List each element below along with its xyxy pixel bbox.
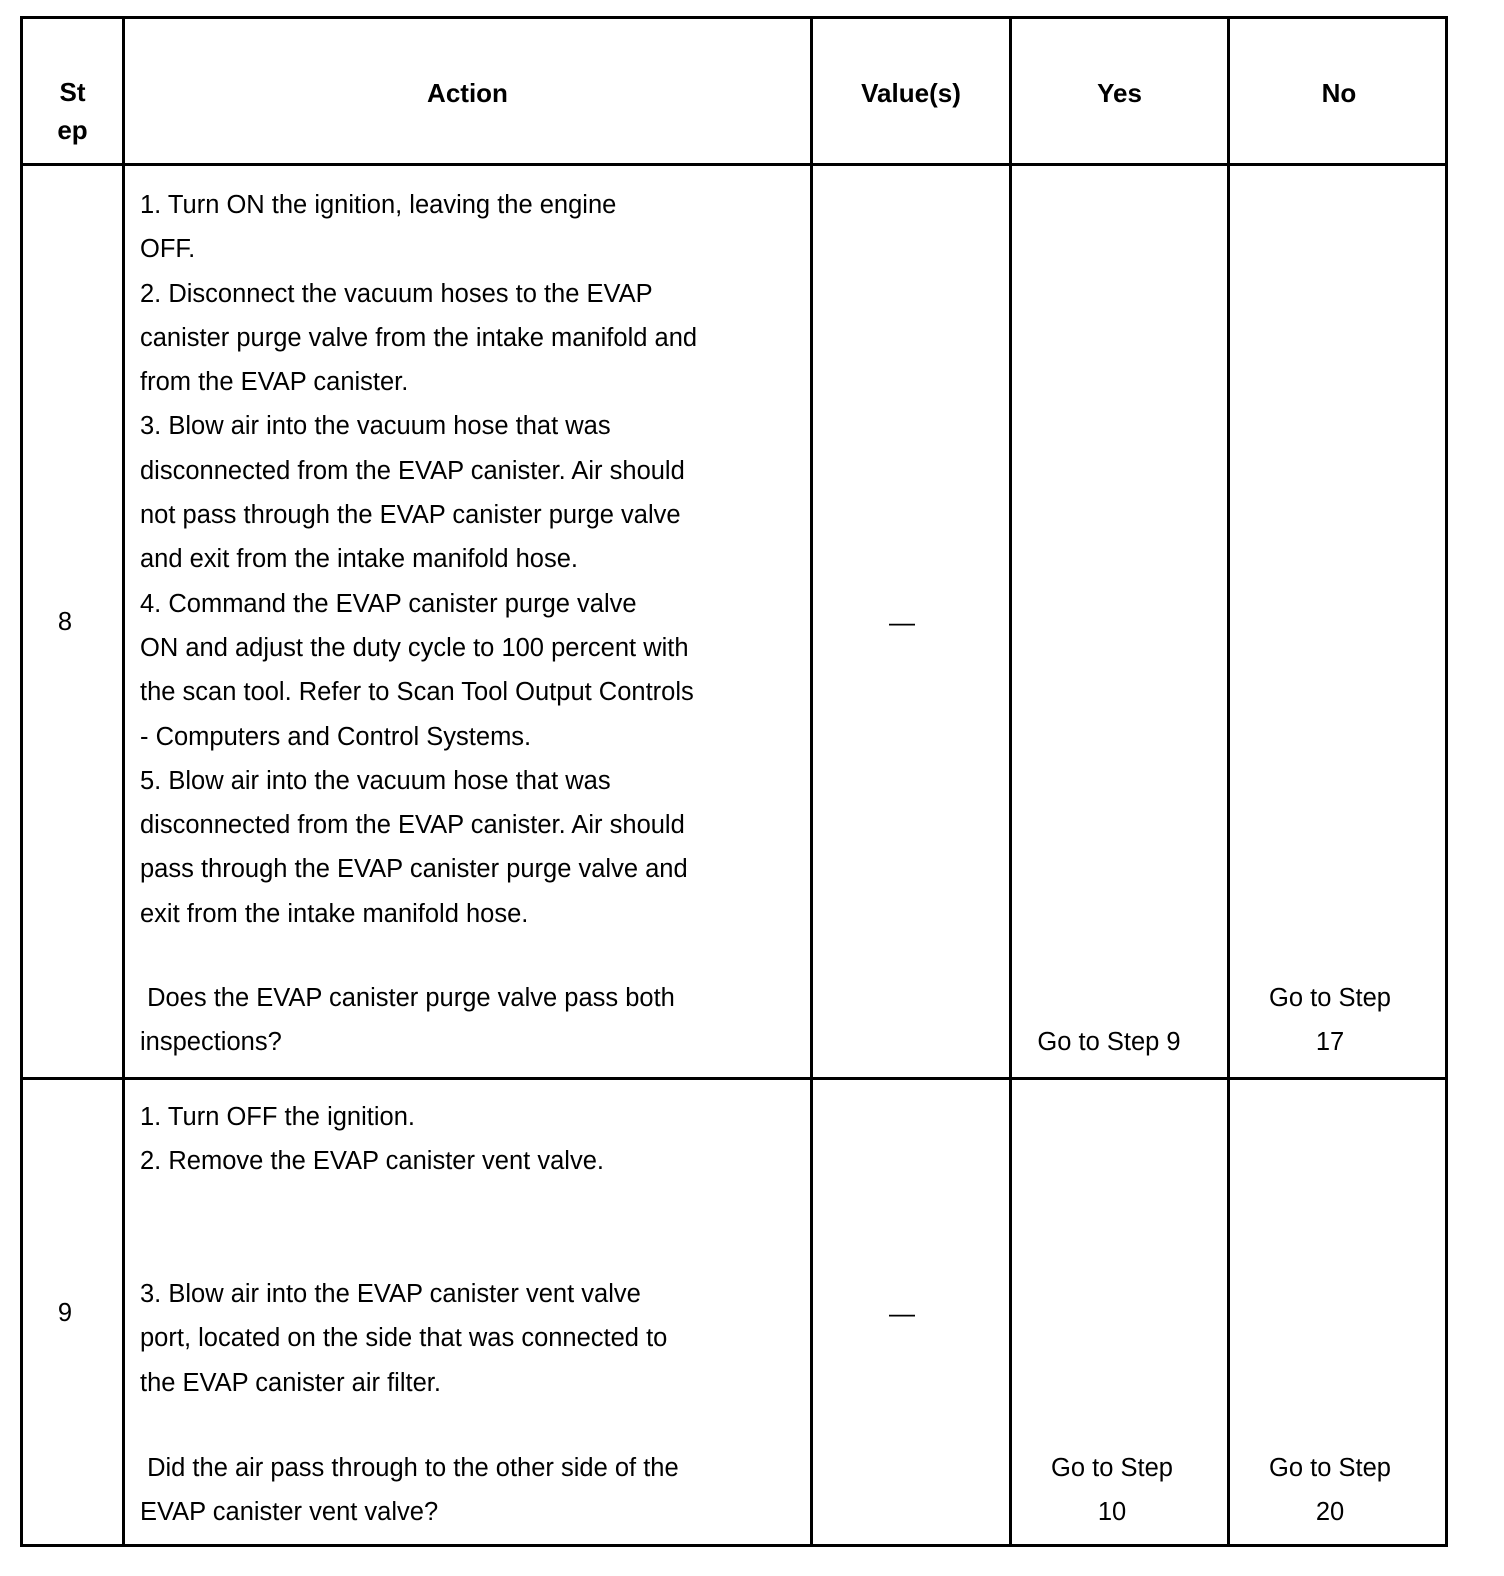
step-9-question <box>140 1446 679 1535</box>
column-divider <box>122 19 125 1544</box>
step-8-value: — <box>889 607 915 637</box>
action-line: 2. Disconnect the vacuum hoses to the EVAP <box>140 279 653 308</box>
step-9-action-a <box>140 1095 604 1184</box>
header-divider <box>23 163 1445 166</box>
no-action-link-line1[interactable]: Go to Step <box>1269 984 1391 1012</box>
action-line: OFF. <box>140 235 196 264</box>
step-8-no <box>1230 976 1430 1065</box>
header-no: No <box>1321 78 1357 108</box>
header-step-line1: St <box>59 77 86 107</box>
action-line: disconnected from the EVAP canister. Air should <box>140 811 685 840</box>
header-yes: Yes <box>1097 78 1142 108</box>
step-8-action <box>140 183 697 936</box>
header-step-line2: ep <box>57 115 88 145</box>
action-line: the scan tool. Refer to Scan Tool Output Controls <box>140 678 694 707</box>
step-9-yes <box>1012 1446 1212 1535</box>
row-divider <box>23 1077 1445 1080</box>
step-8-question <box>140 976 675 1065</box>
question-line: EVAP canister vent valve? <box>140 1498 439 1527</box>
yes-action-link-line2[interactable]: 10 <box>1097 1498 1127 1527</box>
action-line: from the EVAP canister. <box>140 368 409 397</box>
yes-action-link[interactable]: Go to Step 9 <box>1037 1028 1181 1056</box>
step-number-9: 9 <box>57 1299 73 1327</box>
action-line: the EVAP canister air filter. <box>140 1368 441 1397</box>
question-line: Did the air pass through to the other side of the <box>140 1454 679 1482</box>
step-number-8: 8 <box>57 608 73 636</box>
action-line: disconnected from the EVAP canister. Air should <box>140 456 685 485</box>
action-line: ON and adjust the duty cycle to 100 percent with <box>140 633 689 662</box>
step-9-value: — <box>889 1298 915 1328</box>
action-line: port, located on the side that was connected to <box>140 1324 668 1353</box>
action-line: 3. Blow air into the vacuum hose that was <box>140 412 611 441</box>
action-line: 5. Blow air into the vacuum hose that was <box>140 766 611 795</box>
column-divider <box>1009 19 1012 1544</box>
action-line: exit from the intake manifold hose. <box>140 899 529 928</box>
action-line: not pass through the EVAP canister purge valve <box>140 501 681 530</box>
no-action-link-line1[interactable]: Go to Step <box>1269 1454 1391 1482</box>
action-line: 1. Turn OFF the ignition. <box>140 1103 415 1131</box>
troubleshooting-table <box>20 16 1448 1547</box>
no-action-link-line2[interactable]: 17 <box>1315 1028 1345 1057</box>
question-line: Does the EVAP canister purge valve pass both <box>140 984 675 1012</box>
action-line: canister purge valve from the intake manifold and <box>140 323 698 352</box>
action-line: pass through the EVAP canister purge valve and <box>140 855 688 884</box>
action-line: and exit from the intake manifold hose. <box>140 545 578 574</box>
step-9-no <box>1230 1446 1430 1535</box>
header-step <box>23 73 122 149</box>
header-action: Action <box>427 78 508 108</box>
header-values: Value(s) <box>861 78 961 108</box>
question-line: inspections? <box>140 1028 282 1057</box>
step-9-action-b <box>140 1272 667 1405</box>
no-action-link-line2[interactable]: 20 <box>1315 1498 1345 1527</box>
action-line: 1. Turn ON the ignition, leaving the engine <box>140 191 617 219</box>
action-line: - Computers and Control Systems. <box>140 722 532 751</box>
step-8-yes <box>1012 1020 1206 1064</box>
action-line: 3. Blow air into the EVAP canister vent valve <box>140 1280 641 1308</box>
yes-action-link-line1[interactable]: Go to Step <box>1051 1454 1173 1482</box>
column-divider <box>1227 19 1230 1544</box>
action-line: 4. Command the EVAP canister purge valve <box>140 589 637 618</box>
action-line: 2. Remove the EVAP canister vent valve. <box>140 1147 604 1176</box>
